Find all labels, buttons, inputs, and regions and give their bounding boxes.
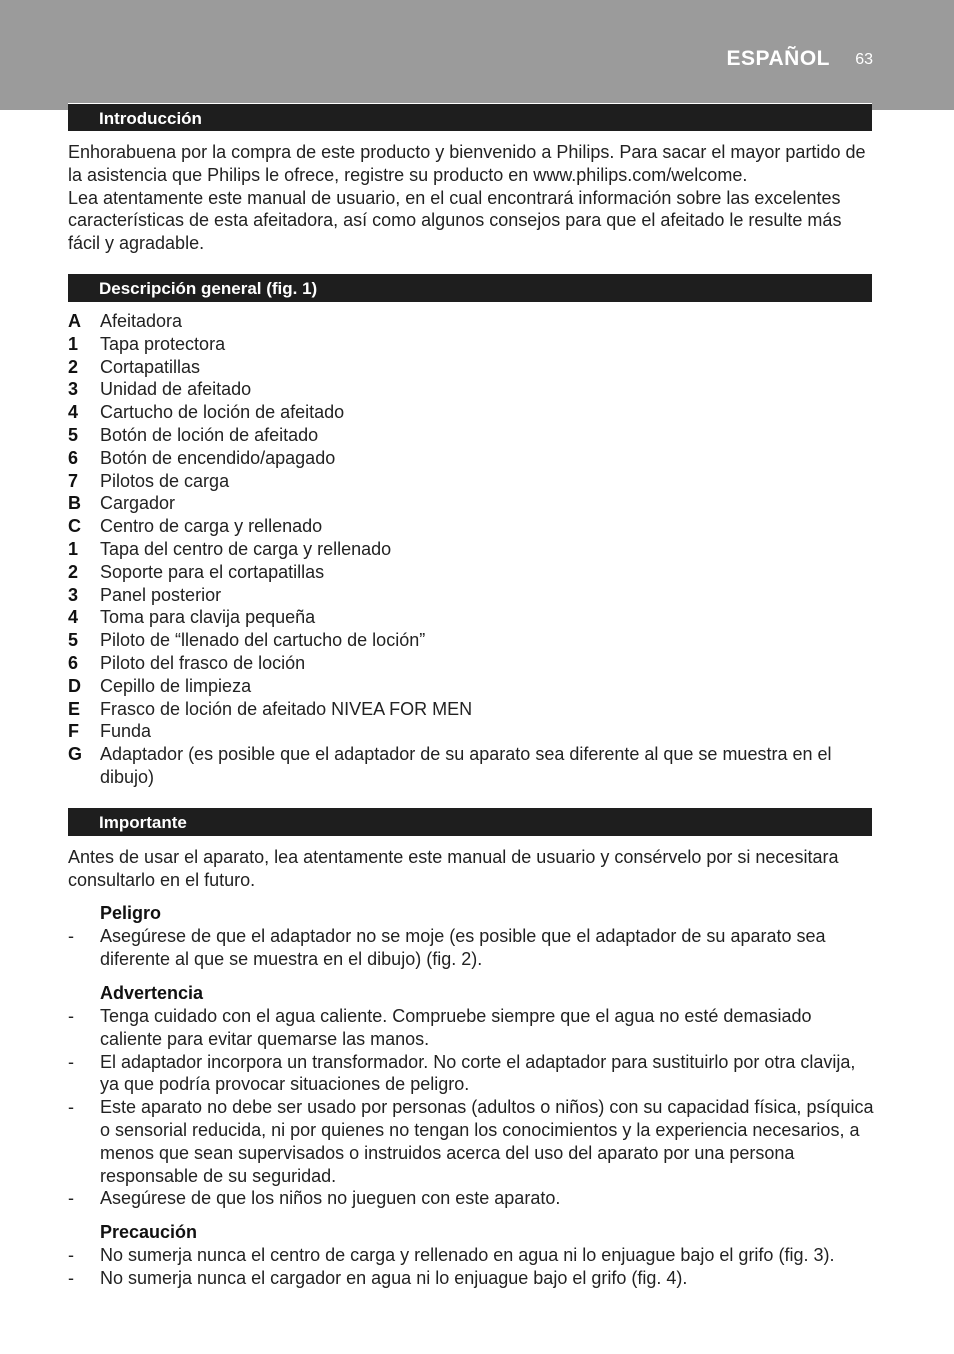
legend-item	[68, 401, 874, 424]
section-header-important	[68, 808, 872, 836]
legend-item	[68, 675, 874, 698]
legend-key: E	[68, 698, 81, 719]
legend-key: B	[68, 493, 81, 514]
bullet-text: Asegúrese de que los niños no jueguen con este aparato.	[100, 1188, 561, 1209]
legend-key: 6	[68, 652, 79, 673]
legend-key: 2	[68, 561, 79, 582]
bullet-item	[68, 925, 874, 971]
legend-text: Toma para clavija pequeña	[100, 607, 316, 628]
legend-key: 3	[68, 584, 79, 605]
bullet-item	[68, 1096, 874, 1187]
bullet-text: Asegúrese de que el adaptador no se moje (es posible que el adaptador de su aparato sea diferente al que se muestra en el dibujo) (fig. 2).	[100, 926, 826, 969]
page-header-bar	[0, 0, 954, 110]
legend-key: 6	[68, 447, 79, 468]
legend-text: Soporte para el cortapatillas	[100, 561, 325, 582]
page-number: 63	[855, 51, 873, 68]
legend-key: 5	[68, 424, 79, 445]
bullet-item	[68, 1244, 874, 1267]
legend-text: Tapa del centro de carga y rellenado	[100, 538, 392, 559]
bullet-dash: -	[68, 1097, 74, 1118]
legend-key: F	[68, 721, 79, 742]
section-title: Importante	[99, 813, 187, 832]
warning-heading: Advertencia	[100, 983, 204, 1003]
legend-key: A	[68, 311, 81, 331]
intro-paragraph: Enhorabuena por la compra de este producto y bienvenido a Philips. Para sacar el mayor partido de la asistencia que Philips le ofrece, registre su producto en www.philips.com/welcome.	[68, 142, 866, 185]
legend-text: Botón de loción de afeitado	[100, 424, 319, 445]
warning-list	[68, 1005, 874, 1210]
legend-key: 4	[68, 402, 79, 423]
legend-text: Cepillo de limpieza	[100, 675, 252, 696]
legend-item	[68, 743, 874, 789]
caution-list	[68, 1244, 874, 1290]
legend-text: Pilotos de carga	[100, 470, 230, 491]
legend-key: 4	[68, 607, 79, 628]
legend-text: Unidad de afeitado	[100, 379, 252, 400]
section-header-intro	[68, 103, 872, 131]
legend-key: 5	[68, 630, 79, 651]
legend-key: 1	[68, 333, 79, 354]
bullet-dash: -	[68, 1006, 74, 1026]
legend-item	[68, 629, 874, 652]
bullet-dash: -	[68, 1267, 74, 1288]
legend-text: Botón de encendido/apagado	[100, 447, 336, 468]
section-title: Introducción	[99, 109, 202, 128]
section-title: Descripción general (fig. 1)	[99, 279, 318, 298]
legend-item	[68, 584, 874, 607]
legend-text: Piloto de “llenado del cartucho de loción”	[100, 630, 426, 651]
legend-item	[68, 447, 874, 470]
legend-item	[68, 470, 874, 493]
legend-item	[68, 606, 874, 629]
bullet-item	[68, 1187, 874, 1210]
legend-item	[68, 720, 874, 743]
legend-text: Centro de carga y rellenado	[100, 516, 323, 537]
legend-item	[68, 492, 874, 515]
legend-item	[68, 378, 874, 401]
bullet-item	[68, 1051, 874, 1097]
legend-key: 3	[68, 379, 79, 400]
legend-text: Adaptador (es posible que el adaptador de su aparato sea diferente al que se muestra en el dibujo)	[100, 744, 832, 787]
bullet-dash: -	[68, 1051, 74, 1072]
legend-item	[68, 333, 874, 356]
danger-heading: Peligro	[100, 903, 162, 923]
legend-text: Frasco de loción de afeitado NIVEA FOR MEN	[100, 698, 473, 719]
bullet-text: No sumerja nunca el cargador en agua ni lo enjuague bajo el grifo (fig. 4).	[100, 1267, 688, 1288]
bullet-dash: -	[68, 926, 74, 946]
legend-key: 2	[68, 356, 79, 377]
bullet-text: El adaptador incorpora un transformador. No corte el adaptador para sustituirlo por otra clavija, ya que podría provocar situaciones de peligro.	[100, 1051, 856, 1095]
legend-key: 7	[68, 470, 79, 491]
danger-list	[68, 925, 874, 971]
legend-item	[68, 515, 874, 538]
legend-text: Cartucho de loción de afeitado	[100, 402, 345, 423]
caution-heading: Precaución	[100, 1222, 198, 1242]
legend-key: D	[68, 675, 81, 696]
legend-item	[68, 652, 874, 675]
legend-text: Cargador	[100, 493, 176, 514]
legend-item	[68, 310, 874, 333]
important-intro-text: Antes de usar el aparato, lea atentamente este manual de usuario y consérvelo por si necesitara consultarlo en el futuro.	[68, 847, 839, 890]
legend-text: Funda	[100, 721, 152, 742]
legend-text: Panel posterior	[100, 584, 222, 605]
important-intro	[68, 846, 874, 892]
legend-item	[68, 538, 874, 561]
legend-key: G	[68, 744, 83, 765]
legend-key: 1	[68, 538, 79, 559]
legend-key: C	[68, 516, 81, 537]
bullet-item	[68, 1005, 874, 1051]
language-label: ESPAÑOL	[726, 47, 830, 70]
legend-item	[68, 561, 874, 584]
parts-legend	[68, 310, 874, 789]
intro-text	[68, 141, 874, 255]
section-header-overview	[68, 274, 872, 302]
legend-text: Afeitadora	[100, 311, 183, 331]
legend-item	[68, 424, 874, 447]
legend-text: Piloto del frasco de loción	[100, 652, 306, 673]
intro-paragraph: Lea atentamente este manual de usuario, en el cual encontrará información sobre las excelentes características de esta afeitadora, así como algunos consejos para que el afeitado le resulte más fácil y agradable.	[68, 187, 842, 254]
bullet-dash: -	[68, 1188, 74, 1209]
legend-text: Tapa protectora	[100, 333, 226, 354]
bullet-text: No sumerja nunca el centro de carga y rellenado en agua ni lo enjuague bajo el grifo (fig. 3).	[100, 1245, 835, 1265]
legend-text: Cortapatillas	[100, 356, 201, 377]
bullet-dash: -	[68, 1245, 74, 1265]
bullet-item	[68, 1267, 874, 1290]
legend-item	[68, 698, 874, 721]
bullet-text: Este aparato no debe ser usado por personas (adultos o niños) con su capacidad física, psíquica o sensorial reducida, ni por quienes no tengan los conocimientos y la experiencia necesarios, a menos que sean supervisados o instruidos acerca del uso del aparato por una persona responsable de su seguridad.	[100, 1097, 874, 1186]
legend-item	[68, 356, 874, 379]
bullet-text: Tenga cuidado con el agua caliente. Compruebe siempre que el agua no esté demasiado caliente para evitar quemarse las manos.	[100, 1006, 812, 1049]
